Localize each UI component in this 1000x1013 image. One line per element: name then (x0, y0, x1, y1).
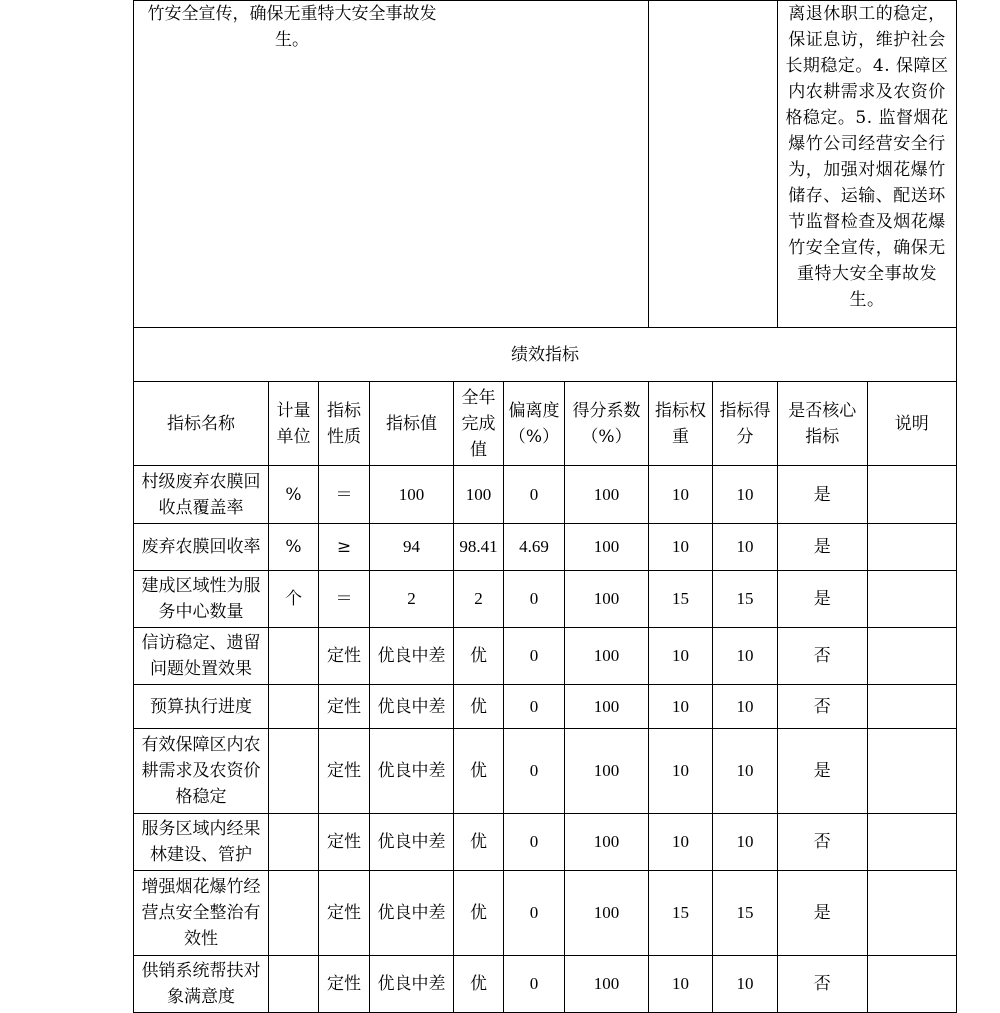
cell-actual: 优 (454, 871, 504, 956)
cell-weight: 10 (649, 628, 713, 685)
cell-actual: 优 (454, 628, 504, 685)
table-row (134, 729, 957, 814)
header-cell: 说明 (867, 382, 957, 466)
cell-core: 是 (778, 466, 868, 524)
cell-note (867, 729, 957, 814)
cell-coef: 100 (565, 466, 649, 524)
cell-coef: 100 (565, 814, 649, 871)
cell-deviation: 0 (504, 685, 565, 729)
table-row (134, 628, 957, 685)
cell-nature: 定性 (319, 685, 370, 729)
cell-target: 2 (370, 571, 454, 628)
cell-deviation: 4.69 (504, 524, 565, 571)
header-cell: 计量单位 (269, 382, 319, 466)
cell-note (867, 571, 957, 628)
cell-coef: 100 (565, 729, 649, 814)
cell-deviation: 0 (504, 571, 565, 628)
cell-note (867, 628, 957, 685)
cell-weight: 15 (649, 571, 713, 628)
cell-core: 是 (778, 571, 868, 628)
cell-note (867, 956, 957, 1013)
cell-deviation: 0 (504, 956, 565, 1013)
cell-actual: 2 (454, 571, 504, 628)
cell-name: 增强烟花爆竹经营点安全整治有效性 (134, 871, 269, 956)
cell-score: 10 (713, 956, 778, 1013)
cell-score: 10 (713, 524, 778, 571)
cell-weight: 10 (649, 956, 713, 1013)
cell-weight: 10 (649, 685, 713, 729)
top-left-text: 竹安全宣传，确保无重特大安全事故发生。 (147, 4, 437, 50)
cell-actual: 优 (454, 729, 504, 814)
cell-nature: ＝ (319, 466, 370, 524)
cell-target: 优良中差 (370, 814, 454, 871)
cell-unit (269, 871, 319, 956)
cell-core: 是 (778, 729, 868, 814)
cell-core: 是 (778, 871, 868, 956)
cell-core: 否 (778, 814, 868, 871)
cell-target: 优良中差 (370, 956, 454, 1013)
cell-core: 否 (778, 956, 868, 1013)
cell-weight: 15 (649, 871, 713, 956)
cell-name: 供销系统帮扶对象满意度 (134, 956, 269, 1013)
cell-weight: 10 (649, 729, 713, 814)
cell-unit: % (269, 466, 319, 524)
header-cell: 指标名称 (134, 382, 269, 466)
table-row (134, 871, 957, 956)
cell-deviation: 0 (504, 814, 565, 871)
cell-weight: 10 (649, 814, 713, 871)
section-title: 绩效指标 (134, 328, 957, 382)
cell-coef: 100 (565, 871, 649, 956)
cell-name: 信访稳定、遗留问题处置效果 (134, 628, 269, 685)
cell-deviation: 0 (504, 466, 565, 524)
cell-coef: 100 (565, 571, 649, 628)
cell-nature: ≥ (319, 524, 370, 571)
cell-coef: 100 (565, 956, 649, 1013)
cell-actual: 98.41 (454, 524, 504, 571)
table-row (134, 524, 957, 571)
cell-name: 废弃农膜回收率 (134, 524, 269, 571)
cell-coef: 100 (565, 685, 649, 729)
cell-core: 否 (778, 685, 868, 729)
cell-nature: ＝ (319, 571, 370, 628)
section-title-row (134, 328, 957, 382)
header-row (134, 382, 957, 466)
cell-actual: 优 (454, 814, 504, 871)
table-body (134, 466, 957, 1013)
cell-score: 10 (713, 729, 778, 814)
header-cell: 指标权重 (649, 382, 713, 466)
cell-weight: 10 (649, 524, 713, 571)
performance-table (133, 0, 957, 1013)
cell-actual: 优 (454, 956, 504, 1013)
cell-nature: 定性 (319, 729, 370, 814)
header-cell: 指标值 (370, 382, 454, 466)
cell-unit (269, 685, 319, 729)
cell-target: 94 (370, 524, 454, 571)
cell-unit: % (269, 524, 319, 571)
cell-core: 是 (778, 524, 868, 571)
top-right-cell (778, 1, 957, 328)
cell-nature: 定性 (319, 814, 370, 871)
top-text-row (134, 1, 957, 328)
cell-target: 优良中差 (370, 628, 454, 685)
cell-unit (269, 956, 319, 1013)
cell-target: 优良中差 (370, 729, 454, 814)
top-middle-cell (649, 1, 778, 328)
header-cell: 全年完成值 (454, 382, 504, 466)
cell-name: 有效保障区内农耕需求及农资价格稳定 (134, 729, 269, 814)
header-cell: 指标性质 (319, 382, 370, 466)
cell-name: 村级废弃农膜回收点覆盖率 (134, 466, 269, 524)
cell-note (867, 814, 957, 871)
cell-name: 服务区域内经果林建设、管护 (134, 814, 269, 871)
cell-unit (269, 814, 319, 871)
cell-target: 优良中差 (370, 871, 454, 956)
cell-score: 10 (713, 685, 778, 729)
cell-actual: 100 (454, 466, 504, 524)
header-cell: 是否核心指标 (778, 382, 868, 466)
cell-score: 10 (713, 814, 778, 871)
cell-unit (269, 628, 319, 685)
cell-score: 15 (713, 571, 778, 628)
header-cell: 得分系数（%） (565, 382, 649, 466)
table-row (134, 956, 957, 1013)
cell-note (867, 466, 957, 524)
table-row (134, 814, 957, 871)
cell-score: 10 (713, 628, 778, 685)
cell-nature: 定性 (319, 871, 370, 956)
cell-unit (269, 729, 319, 814)
cell-deviation: 0 (504, 871, 565, 956)
cell-deviation: 0 (504, 729, 565, 814)
cell-actual: 优 (454, 685, 504, 729)
cell-coef: 100 (565, 524, 649, 571)
cell-score: 15 (713, 871, 778, 956)
table-row (134, 685, 957, 729)
cell-score: 10 (713, 466, 778, 524)
cell-core: 否 (778, 628, 868, 685)
cell-target: 优良中差 (370, 685, 454, 729)
header-cell: 偏离度（%） (504, 382, 565, 466)
cell-name: 预算执行进度 (134, 685, 269, 729)
top-right-text: 离退休职工的稳定，保证息访，维护社会长期稳定。4. 保障区内农耕需求及农资价格稳定。5. 监督烟花爆竹公司经营安全行为，加强对烟花爆竹储存、运输、配送环节监督检查及烟花爆竹安全宣传，确保无重特大安全事故发生。 (785, 4, 949, 310)
cell-note (867, 685, 957, 729)
cell-weight: 10 (649, 466, 713, 524)
cell-name: 建成区域性为服务中心数量 (134, 571, 269, 628)
cell-note (867, 524, 957, 571)
top-left-cell (134, 1, 649, 328)
table-row (134, 466, 957, 524)
document-page (133, 0, 957, 1013)
cell-deviation: 0 (504, 628, 565, 685)
header-cell: 指标得分 (713, 382, 778, 466)
table-row (134, 571, 957, 628)
cell-coef: 100 (565, 628, 649, 685)
cell-target: 100 (370, 466, 454, 524)
cell-unit: 个 (269, 571, 319, 628)
cell-nature: 定性 (319, 956, 370, 1013)
cell-nature: 定性 (319, 628, 370, 685)
cell-note (867, 871, 957, 956)
